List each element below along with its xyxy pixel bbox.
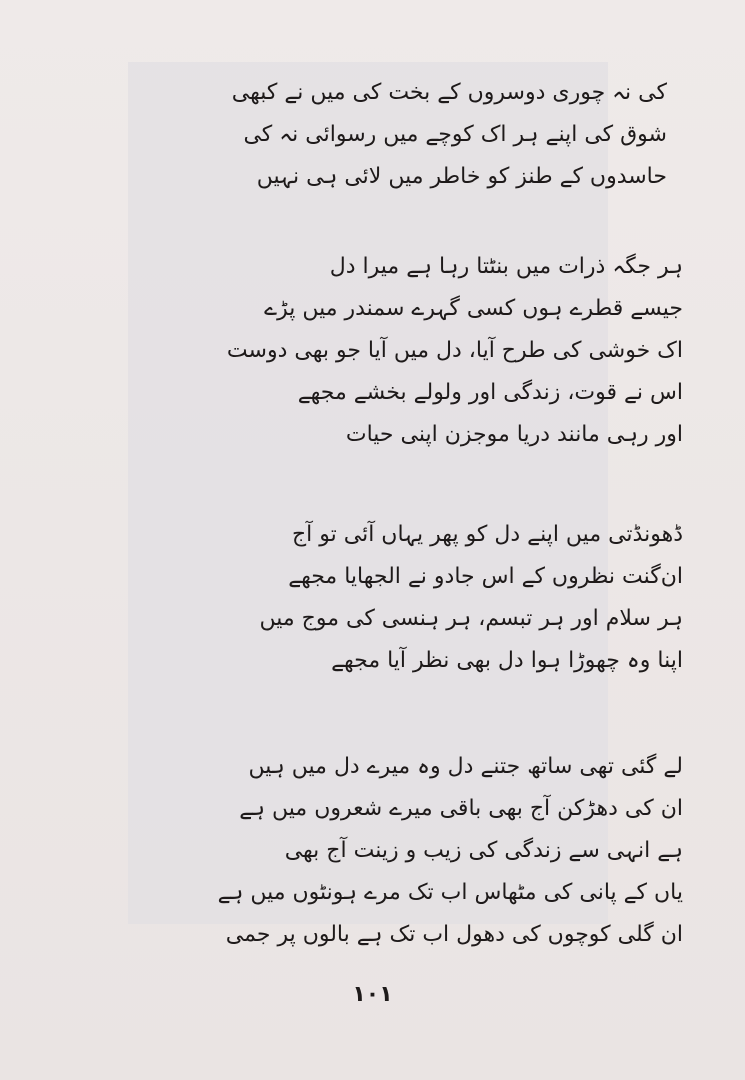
poem-line: اور رہی مانند دریا موجزن اپنی حیات bbox=[345, 422, 683, 447]
poem-line: ہے انہی سے زندگی کی زیب و زینت آج بھی bbox=[284, 838, 683, 863]
poem-line: ان گلی کوچوں کی دھول اب تک ہے بالوں پر جمی bbox=[225, 922, 683, 947]
page-number: ۱۰۱ bbox=[352, 982, 393, 1007]
stanza-4 bbox=[123, 746, 683, 956]
stanza-1 bbox=[107, 72, 667, 198]
poem-line: اپنا وہ چھوڑا ہوا دل بھی نظر آیا مجھے bbox=[331, 648, 683, 673]
poem-line: ہر سلام اور ہر تبسم، ہر ہنسی کی موج میں bbox=[259, 606, 683, 631]
poem-line: اس نے قوت، زندگی اور ولولے بخشے مجھے bbox=[297, 380, 683, 405]
poem-line: شوق کی اپنے ہر اک کوچے میں رسوائی نہ کی bbox=[243, 122, 667, 147]
poem-line: حاسدوں کے طنز کو خاطر میں لائی ہی نہیں bbox=[256, 164, 667, 189]
stanza-3 bbox=[123, 514, 683, 682]
poem-line: ہر جگہ ذرات میں بنٹتا رہا ہے میرا دل bbox=[329, 254, 683, 279]
poem-line: یاں کے پانی کی مٹھاس اب تک مرے ہونٹوں میں ہے bbox=[217, 880, 683, 905]
poem-line: کی نہ چوری دوسروں کے بخت کی میں نے کبھی bbox=[231, 80, 667, 105]
poem-line: ڈھونڈتی میں اپنے دل کو پھر یہاں آئی تو آج bbox=[291, 522, 683, 547]
poem-line: اک خوشی کی طرح آیا، دل میں آیا جو بھی دوست bbox=[226, 338, 683, 363]
stanza-2 bbox=[123, 246, 683, 456]
poem-line: جیسے قطرے ہوں کسی گہرے سمندر میں پڑے bbox=[264, 296, 683, 321]
poem-line: ان‌گنت نظروں کے اس جادو نے الجھایا مجھے bbox=[288, 564, 683, 589]
poem-line: ان کی دھڑکن آج بھی باقی میرے شعروں میں ہے bbox=[239, 796, 683, 821]
poem-line: لے گئی تھی ساتھ جتنے دل وہ میرے دل میں ہیں bbox=[248, 754, 683, 779]
